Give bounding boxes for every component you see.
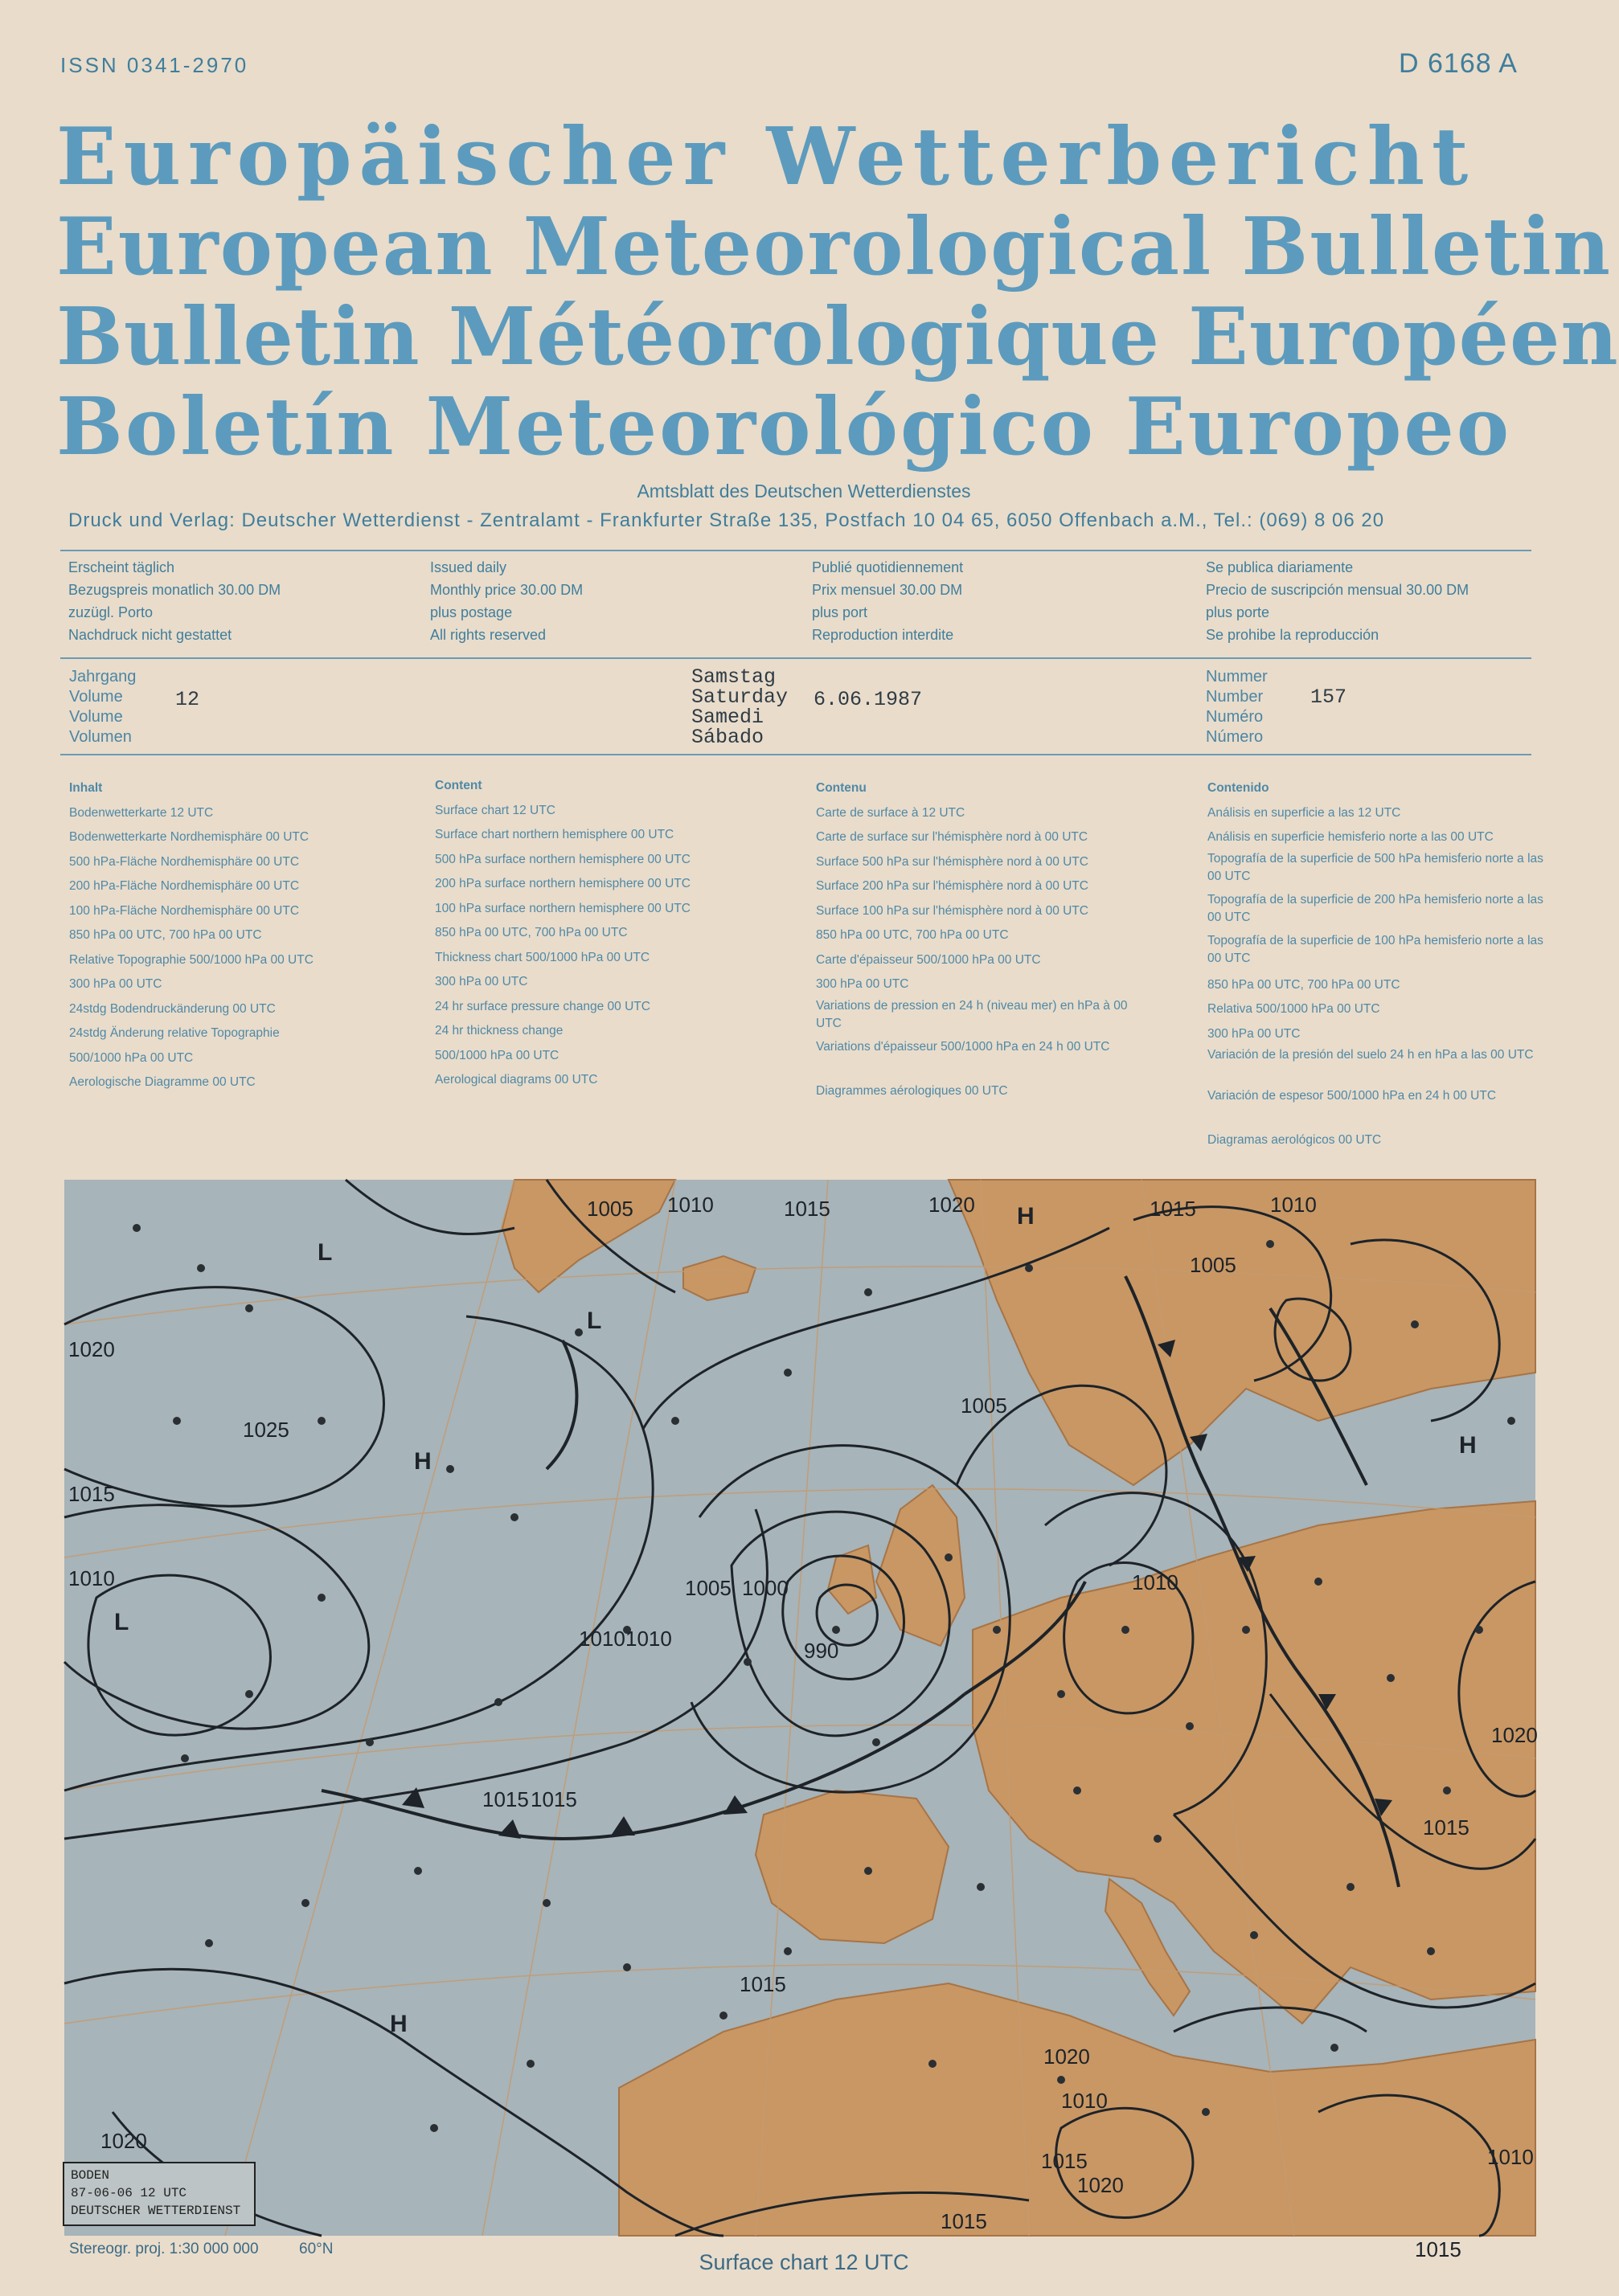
publisher-line: Amtsblatt des Deutschen Wetterdienstes — [637, 481, 971, 501]
isobar-label: 1015 — [1041, 2149, 1088, 2173]
low-center: L — [114, 1609, 129, 1635]
isobar-label: 1010 — [1132, 1570, 1178, 1594]
high-center: H — [1459, 1432, 1477, 1459]
isobar-label: 1015 — [1150, 1197, 1196, 1221]
title-french: Bulletin Météorologique Européen — [56, 291, 1619, 383]
isobar-label: 1010 — [1061, 2089, 1108, 2113]
isobar-label: 1010 — [579, 1627, 625, 1651]
number-labels: Nummer Number Numéro Número — [1206, 668, 1268, 746]
divider — [60, 550, 1531, 551]
isobar-label: 1025 — [243, 1418, 289, 1442]
volume-value: 12 — [175, 688, 200, 711]
contents-english: Content Surface chart 12 UTC Surface chart northern hemisphere 00 UTC 500 hPa surface northern hemisphere 00 UTC 200 hPa surface northern hemisphere 00 UTC 100 hPa surface northern hemisphere 00 UTC 850 hPa 00 UTC, 700 hPa 00 UTC Thickness chart 500/1000 hPa 00 UTC 300 hPa 00 UTC 24 hr surface pressure change 00 UTC 24 hr thickness change 500/1000 hPa 00 UTC Aerological diagrams 00 UTC — [435, 779, 691, 1087]
contents-spanish: Contenido Análisis en superficie a las 12 UTC Análisis en superficie hemisferio norte a las 00 UTC Topografía de la superficie de 500 hPa hemisferio norte a las 00 UTC Topografía de la superficie de 200 hPa hemisferio norte a las 00 UTC Topografía de la superficie de 100 hPa hemisferio norte a las 00 UTC 850 hPa 00 UTC, 700 hPa 00 UTC Relativa 500/1000 hPa 00 UTC 300 hPa 00 UTC Variación de la presión del suelo 24 h en hPa a las 00 UTC Variación de espesor 500/1000 hPa en 24 h 00 UTC Diagramas aerológicos 00 UTC — [1207, 781, 1543, 1147]
terms-french: Publié quotidiennement Prix mensuel 30.00 DM plus port Reproduction interdite — [812, 559, 964, 643]
isobar-label: 990 — [804, 1639, 839, 1663]
iceland — [683, 1256, 756, 1300]
isobar-label: 1020 — [1077, 2173, 1124, 2197]
issue-number: 157 — [1310, 686, 1347, 709]
isobar-label: 1015 — [784, 1197, 830, 1221]
isobar-label: 1005 — [1190, 1253, 1236, 1277]
map-stamp: BODEN 87-06-06 12 UTC DEUTSCHER WETTERDIENST — [63, 2162, 256, 2226]
isobar-label: 1015 — [68, 1482, 115, 1506]
isobar-label: 1020 — [928, 1193, 975, 1217]
high-center: H — [1017, 1203, 1035, 1230]
contents-french: Contenu Carte de surface à 12 UTC Carte de surface sur l'hémisphère nord à 00 UTC Surface 500 hPa sur l'hémisphère nord à 00 UTC Surface 200 hPa sur l'hémisphère nord à 00 UTC Surface 100 hPa sur l'hémisphère nord à 00 UTC 850 hPa 00 UTC, 700 hPa 00 UTC Carte d'épaisseur 500/1000 hPa 00 UTC 300 hPa 00 UTC Variations de pression en 24 h (niveau mer) en hPa à 00 UTC Variations d'épaisseur 500/1000 hPa en 24 h 00 UTC Diagrammes aérologiques 00 UTC — [816, 781, 1128, 1098]
isobar-label: 1005 — [961, 1394, 1007, 1418]
isobar-label: 1015 — [1423, 1815, 1469, 1840]
volume-labels: Jahrgang Volume Volume Volumen — [69, 668, 137, 746]
address-line: Druck und Verlag: Deutscher Wetterdienst - Zentralamt - Frankfurter Straße 135, Postfach 10 04 65, 6050 Offenbach a.M., Tel.: (069) 8 06 20 — [68, 510, 1385, 531]
land-masses — [502, 1180, 1535, 2236]
high-center: H — [390, 2011, 408, 2037]
isobar-label: 1000 — [742, 1576, 789, 1600]
british-isles — [828, 1485, 965, 1646]
terms-english: Issued daily Monthly price 30.00 DM plus postage All rights reserved — [430, 559, 584, 643]
map-caption: Surface chart 12 UTC — [699, 2250, 909, 2274]
divider — [60, 754, 1531, 755]
title-spanish: Boletín Meteorológico Europeo — [56, 381, 1512, 473]
day-labels: Samstag Saturday Samedi Sábado — [691, 665, 789, 749]
terms-spanish: Se publica diariamente Precio de suscripción mensual 30.00 DM plus porte Se prohibe la reproducción — [1206, 559, 1469, 643]
low-center: L — [587, 1308, 602, 1334]
isobar-label: 1020 — [68, 1337, 115, 1361]
low-center: L — [318, 1239, 333, 1266]
isobar-label: 1020 — [100, 2129, 147, 2153]
isobar-label: 1015 — [740, 1972, 786, 1996]
title-english: European Meteorological Bulletin — [56, 201, 1612, 293]
isobar-label: 1010 — [625, 1627, 672, 1651]
title-german: Europäischer Wetterbericht — [56, 111, 1476, 203]
publication-code: D 6168 A — [1399, 48, 1518, 79]
isobar-label: 1010 — [1487, 2145, 1534, 2169]
projection-note: Stereogr. proj. 1:30 000 000 — [69, 2241, 259, 2257]
isobar-label: 1020 — [1491, 1723, 1538, 1747]
isobar-label: 1015 — [531, 1787, 577, 1811]
isobar-label: 1010 — [1270, 1193, 1317, 1217]
latitude-note: 60°N — [299, 2241, 334, 2257]
contents-german: Inhalt Bodenwetterkarte 12 UTC Bodenwetterkarte Nordhemisphäre 00 UTC 500 hPa-Fläche Nordhemisphäre 00 UTC 200 hPa-Fläche Nordhemisphäre 00 UTC 100 hPa-Fläche Nordhemisphäre 00 UTC 850 hPa 00 UTC, 700 hPa 00 UTC Relative Topographie 500/1000 hPa 00 UTC 300 hPa 00 UTC 24stdg Bodendruckänderung 00 UTC 24stdg Änderung relative Topographie 500/1000 hPa 00 UTC Aerologische Diagramme 00 UTC — [69, 781, 314, 1089]
scandinavia — [949, 1180, 1535, 1485]
isobar-label: 1015 — [1415, 2237, 1461, 2261]
issue-date: 6.06.1987 — [814, 688, 923, 711]
isobar-label: 1015 — [482, 1787, 529, 1811]
isobar-label: 1010 — [667, 1193, 714, 1217]
high-center: H — [414, 1448, 432, 1475]
issn: ISSN 0341-2970 — [60, 53, 249, 77]
terms-german: Erscheint täglich Bezugspreis monatlich 30.00 DM zuzügl. Porto Nachdruck nicht gestattet — [68, 559, 281, 643]
divider — [60, 657, 1531, 659]
isobar-label: 1010 — [68, 1566, 115, 1590]
isobar-label: 1005 — [685, 1576, 732, 1600]
isobar-label: 1015 — [941, 2209, 987, 2233]
isobar-label: 1005 — [587, 1197, 633, 1221]
isobar-label: 1020 — [1043, 2044, 1090, 2069]
